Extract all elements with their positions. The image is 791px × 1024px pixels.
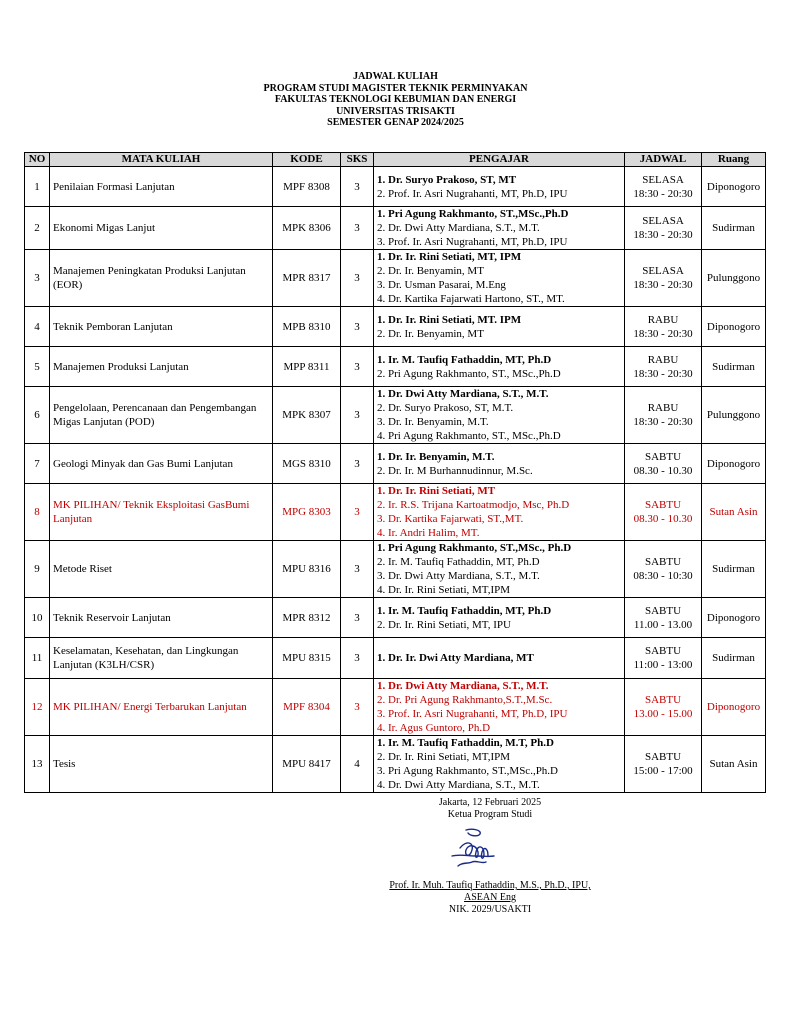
cell-ruang: Diponogoro [702, 444, 766, 484]
cell-ruang: Sutan Asin [702, 484, 766, 541]
cell-no: 1 [25, 167, 50, 207]
cell-jadwal [625, 679, 702, 736]
cell-sks: 3 [341, 307, 374, 347]
cell-pengajar [374, 250, 625, 307]
schedule-time: 11:00 - 13:00 [633, 659, 693, 671]
lecturer-name: 3. Pri Agung Rakhmanto, ST.,MSc.,Ph.D [377, 765, 559, 777]
cell-sks: 3 [341, 638, 374, 679]
schedule-day: RABU [647, 353, 679, 366]
cell-pengajar [374, 167, 625, 207]
lecturer-name: 1. Dr. Suryo Prakoso, ST, MT [377, 173, 517, 186]
cell-no: 4 [25, 307, 50, 347]
lecturer-name: 1. Ir. M. Taufiq Fathaddin, M.T, Ph.D [377, 737, 554, 749]
schedule-day: RABU [647, 402, 679, 414]
cell-no: 7 [25, 444, 50, 484]
cell-ruang: Diponogoro [702, 598, 766, 638]
cell-no: 9 [25, 541, 50, 598]
cell-no: 3 [25, 250, 50, 307]
cell-kode: MPP 8311 [273, 347, 341, 387]
cell-jadwal [625, 444, 702, 484]
table-row [25, 638, 766, 679]
col-header-ruang: Ruang [702, 153, 766, 167]
schedule-day: SABTU [644, 751, 682, 763]
cell-ruang: Sudirman [702, 541, 766, 598]
lecturer-name: 4. Ir. Agus Guntoro, Ph.D [377, 722, 491, 734]
schedule-day: SELASA [642, 265, 684, 277]
cell-mata-kuliah: Ekonomi Migas Lanjut [50, 207, 273, 250]
lecturer-name: 2. Dr. Ir. Rini Setiati, MT,IPM [377, 751, 511, 763]
cell-kode: MPB 8310 [273, 307, 341, 347]
cell-kode: MPU 8316 [273, 541, 341, 598]
cell-pengajar [374, 444, 625, 484]
lecturer-name: 3. Dr. Usman Pasarai, M.Eng [377, 279, 506, 291]
header-faculty: FAKULTAS TEKNOLOGI KEBUMIAN DAN ENERGI [274, 94, 517, 105]
schedule-time: 18:30 - 20:30 [633, 187, 693, 200]
cell-mata-kuliah: Teknik Pemboran Lanjutan [50, 307, 273, 347]
cell-kode: MPK 8306 [273, 207, 341, 250]
cell-ruang: Diponogoro [702, 307, 766, 347]
cell-ruang: Sutan Asin [702, 736, 766, 793]
cell-jadwal [625, 207, 702, 250]
lecturer-name: 2. Dr. Pri Agung Rakhmanto,S.T.,M.Sc. [377, 694, 553, 706]
cell-mata-kuliah: Pengelolaan, Perencanaan dan Pengembangan Migas Lanjutan (POD) [50, 387, 273, 444]
signer-details [370, 880, 610, 916]
schedule-time: 08.30 - 10.30 [633, 513, 693, 525]
cell-no: 8 [25, 484, 50, 541]
table-row [25, 307, 766, 347]
lecturer-name: 2. Ir. M. Taufiq Fathaddin, MT, Ph.D [377, 556, 540, 568]
schedule-time: 11.00 - 13.00 [633, 618, 693, 631]
lecturer-name: 2. Ir. R.S. Trijana Kartoatmodjo, Msc, Ph.D [377, 499, 570, 511]
lecturer-name: 1. Pri Agung Rakhmanto, ST.,MSc., Ph.D [377, 542, 572, 554]
cell-mata-kuliah: Penilaian Formasi Lanjutan [50, 167, 273, 207]
cell-sks: 3 [341, 484, 374, 541]
cell-no: 12 [25, 679, 50, 736]
cell-sks: 3 [341, 598, 374, 638]
cell-kode: MPR 8317 [273, 250, 341, 307]
signer-name: Prof. Ir. Muh. Taufiq Fathaddin, M.S., Ph.D., IPU, [389, 880, 591, 891]
cell-mata-kuliah: Manajemen Produksi Lanjutan [50, 347, 273, 387]
lecturer-name: 1. Ir. M. Taufiq Fathaddin, MT, Ph.D [377, 604, 552, 617]
schedule-time: 15:00 - 17:00 [633, 765, 693, 777]
cell-sks: 3 [341, 444, 374, 484]
cell-kode: MPG 8303 [273, 484, 341, 541]
table-header-row [25, 153, 766, 167]
table-row [25, 207, 766, 250]
table-row [25, 167, 766, 207]
signer-role: Ketua Program Studi [447, 809, 533, 820]
header-program: PROGRAM STUDI MAGISTER TEKNIK PERMINYAKAN [263, 82, 528, 94]
cell-ruang: Sudirman [702, 638, 766, 679]
cell-sks: 3 [341, 347, 374, 387]
schedule-day: SABTU [644, 499, 682, 511]
cell-kode: MPF 8308 [273, 167, 341, 207]
header-semester: SEMESTER GENAP 2024/2025 [327, 117, 464, 128]
lecturer-name: 2. Dr. Ir. Rini Setiati, MT, IPU [377, 618, 511, 631]
schedule-day: SABTU [644, 450, 682, 463]
lecturer-name: 1. Dr. Ir. Rini Setiati, MT. IPM [377, 313, 522, 326]
cell-mata-kuliah: Tesis [50, 736, 273, 793]
col-header-kode: KODE [273, 153, 341, 167]
handwritten-signature [446, 826, 498, 872]
cell-ruang: Sudirman [702, 207, 766, 250]
cell-sks: 4 [341, 736, 374, 793]
table-row [25, 387, 766, 444]
cell-mata-kuliah: MK PILIHAN/ Teknik Eksploitasi GasBumi Lanjutan [50, 484, 273, 541]
cell-no: 11 [25, 638, 50, 679]
cell-sks: 3 [341, 541, 374, 598]
lecturer-name: 1. Dr. Ir. Rini Setiati, MT, IPM [377, 251, 522, 263]
cell-jadwal [625, 484, 702, 541]
lecturer-name: 2. Dr. Ir. Benyamin, MT [377, 265, 484, 277]
cell-sks: 3 [341, 167, 374, 207]
cell-pengajar [374, 207, 625, 250]
cell-jadwal [625, 638, 702, 679]
lecturer-name: 2. Dr. Suryo Prakoso, ST, M.T. [377, 402, 514, 414]
schedule-time: 18:30 - 20:30 [633, 279, 693, 291]
cell-ruang: Pulunggono [702, 250, 766, 307]
cell-pengajar [374, 307, 625, 347]
lecturer-name: 1. Dr. Dwi Atty Mardiana, S.T., M.T. [377, 388, 549, 400]
cell-no: 6 [25, 387, 50, 444]
cell-sks: 3 [341, 207, 374, 250]
col-header-no: NO [25, 153, 50, 167]
header-title: JADWAL KULIAH [353, 71, 438, 82]
lecturer-name: 2. Dr. Dwi Atty Mardiana, S.T., M.T. [377, 222, 540, 234]
col-header-pengajar: PENGAJAR [374, 153, 625, 167]
cell-jadwal [625, 250, 702, 307]
cell-jadwal [625, 307, 702, 347]
schedule-time: 18:30 - 20:30 [633, 229, 693, 241]
cell-sks: 3 [341, 387, 374, 444]
table-row [25, 484, 766, 541]
lecturer-name: 1. Pri Agung Rakhmanto, ST.,MSc.,Ph.D [377, 208, 569, 220]
cell-no: 5 [25, 347, 50, 387]
cell-kode: MPR 8312 [273, 598, 341, 638]
cell-pengajar [374, 541, 625, 598]
cell-jadwal [625, 167, 702, 207]
cell-jadwal [625, 736, 702, 793]
cell-no: 10 [25, 598, 50, 638]
signer-title: ASEAN Eng [464, 892, 516, 903]
cell-kode: MPU 8315 [273, 638, 341, 679]
lecturer-name: 1. Dr. Ir. Rini Setiati, MT [377, 485, 496, 497]
cell-jadwal [625, 598, 702, 638]
schedule-day: SELASA [642, 215, 684, 227]
cell-sks: 3 [341, 250, 374, 307]
schedule-day: SABTU [644, 604, 682, 617]
schedule-time: 08:30 - 10:30 [633, 570, 693, 582]
document-header [0, 71, 791, 129]
schedule-time: 08.30 - 10.30 [633, 464, 693, 477]
lecturer-name: 3. Dr. Ir. Benyamin, M.T. [377, 416, 489, 428]
table-row [25, 736, 766, 793]
cell-mata-kuliah: Geologi Minyak dan Gas Bumi Lanjutan [50, 444, 273, 484]
col-header-mata-kuliah: MATA KULIAH [50, 153, 273, 167]
schedule-day: SABTU [644, 694, 682, 706]
table-row [25, 444, 766, 484]
cell-mata-kuliah: Metode Riset [50, 541, 273, 598]
cell-pengajar [374, 347, 625, 387]
cell-mata-kuliah: Manajemen Peningkatan Produksi Lanjutan (EOR) [50, 250, 273, 307]
place-date: Jakarta, 12 Februari 2025 [438, 797, 542, 808]
cell-ruang: Pulunggono [702, 387, 766, 444]
cell-pengajar [374, 387, 625, 444]
schedule-day: SELASA [642, 173, 684, 186]
col-header-jadwal: JADWAL [625, 153, 702, 167]
cell-kode: MGS 8310 [273, 444, 341, 484]
cell-kode: MPF 8304 [273, 679, 341, 736]
header-university: UNIVERSITAS TRISAKTI [336, 105, 455, 117]
lecturer-name: 4. Pri Agung Rakhmanto, ST., MSc.,Ph.D [377, 430, 561, 442]
cell-pengajar [374, 638, 625, 679]
cell-no: 13 [25, 736, 50, 793]
lecturer-name: 2. Pri Agung Rakhmanto, ST., MSc.,Ph.D [377, 367, 561, 380]
lecturer-name: 4. Ir. Andri Halim, MT. [377, 527, 480, 539]
cell-ruang: Sudirman [702, 347, 766, 387]
col-header-sks: SKS [341, 153, 374, 167]
lecturer-name: 2. Dr. Ir. Benyamin, MT [377, 327, 484, 340]
signer-nik: NIK. 2029/USAKTI [448, 904, 532, 915]
lecturer-name: 2. Dr. Ir. M Burhannudinnur, M.Sc. [377, 464, 533, 477]
table-row [25, 250, 766, 307]
cell-kode: MPK 8307 [273, 387, 341, 444]
cell-sks: 3 [341, 679, 374, 736]
lecturer-name: 3. Dr. Kartika Fajarwati, ST.,MT. [377, 513, 524, 525]
schedule-day: SABTU [644, 556, 682, 568]
table-row [25, 541, 766, 598]
signature-block [370, 797, 610, 821]
cell-mata-kuliah: Teknik Reservoir Lanjutan [50, 598, 273, 638]
cell-pengajar [374, 736, 625, 793]
table-row [25, 598, 766, 638]
lecturer-name: 4. Dr. Dwi Atty Mardiana, S.T., M.T. [377, 779, 540, 791]
cell-pengajar [374, 598, 625, 638]
schedule-day: RABU [647, 313, 679, 326]
cell-mata-kuliah: Keselamatan, Kesehatan, dan Lingkungan Lanjutan (K3LH/CSR) [50, 638, 273, 679]
lecturer-name: 1. Dr. Ir. Benyamin, M.T. [377, 450, 495, 463]
cell-ruang: Diponogoro [702, 167, 766, 207]
lecturer-name: 4. Dr. Ir. Rini Setiati, MT,IPM [377, 584, 511, 596]
lecturer-name: 3. Prof. Ir. Asri Nugrahanti, MT, Ph.D, IPU [377, 236, 568, 248]
schedule-time: 18:30 - 20:30 [633, 327, 693, 340]
lecturer-name: 3. Prof. Ir. Asri Nugrahanti, MT, Ph.D, IPU [377, 708, 568, 720]
cell-ruang: Diponogoro [702, 679, 766, 736]
lecturer-name: 1. Dr. Ir. Dwi Atty Mardiana, MT [377, 652, 534, 664]
table-row [25, 679, 766, 736]
cell-jadwal [625, 541, 702, 598]
lecturer-name: 4. Dr. Kartika Fajarwati Hartono, ST., MT. [377, 293, 565, 305]
lecturer-name: 2. Prof. Ir. Asri Nugrahanti, MT, Ph.D, IPU [377, 187, 568, 200]
schedule-time: 13.00 - 15.00 [633, 708, 693, 720]
cell-jadwal [625, 387, 702, 444]
schedule-day: SABTU [644, 645, 682, 657]
lecturer-name: 1. Dr. Dwi Atty Mardiana, S.T., M.T. [377, 680, 549, 692]
schedule-body [25, 167, 766, 793]
cell-pengajar [374, 484, 625, 541]
cell-kode: MPU 8417 [273, 736, 341, 793]
schedule-time: 18:30 - 20:30 [633, 416, 693, 428]
table-row [25, 347, 766, 387]
cell-pengajar [374, 679, 625, 736]
schedule-table [24, 152, 766, 793]
cell-jadwal [625, 347, 702, 387]
cell-mata-kuliah: MK PILIHAN/ Energi Terbarukan Lanjutan [50, 679, 273, 736]
lecturer-name: 1. Ir. M. Taufiq Fathaddin, MT, Ph.D [377, 353, 552, 366]
schedule-time: 18:30 - 20:30 [633, 367, 693, 380]
cell-no: 2 [25, 207, 50, 250]
lecturer-name: 3. Dr. Dwi Atty Mardiana, S.T., M.T. [377, 570, 540, 582]
